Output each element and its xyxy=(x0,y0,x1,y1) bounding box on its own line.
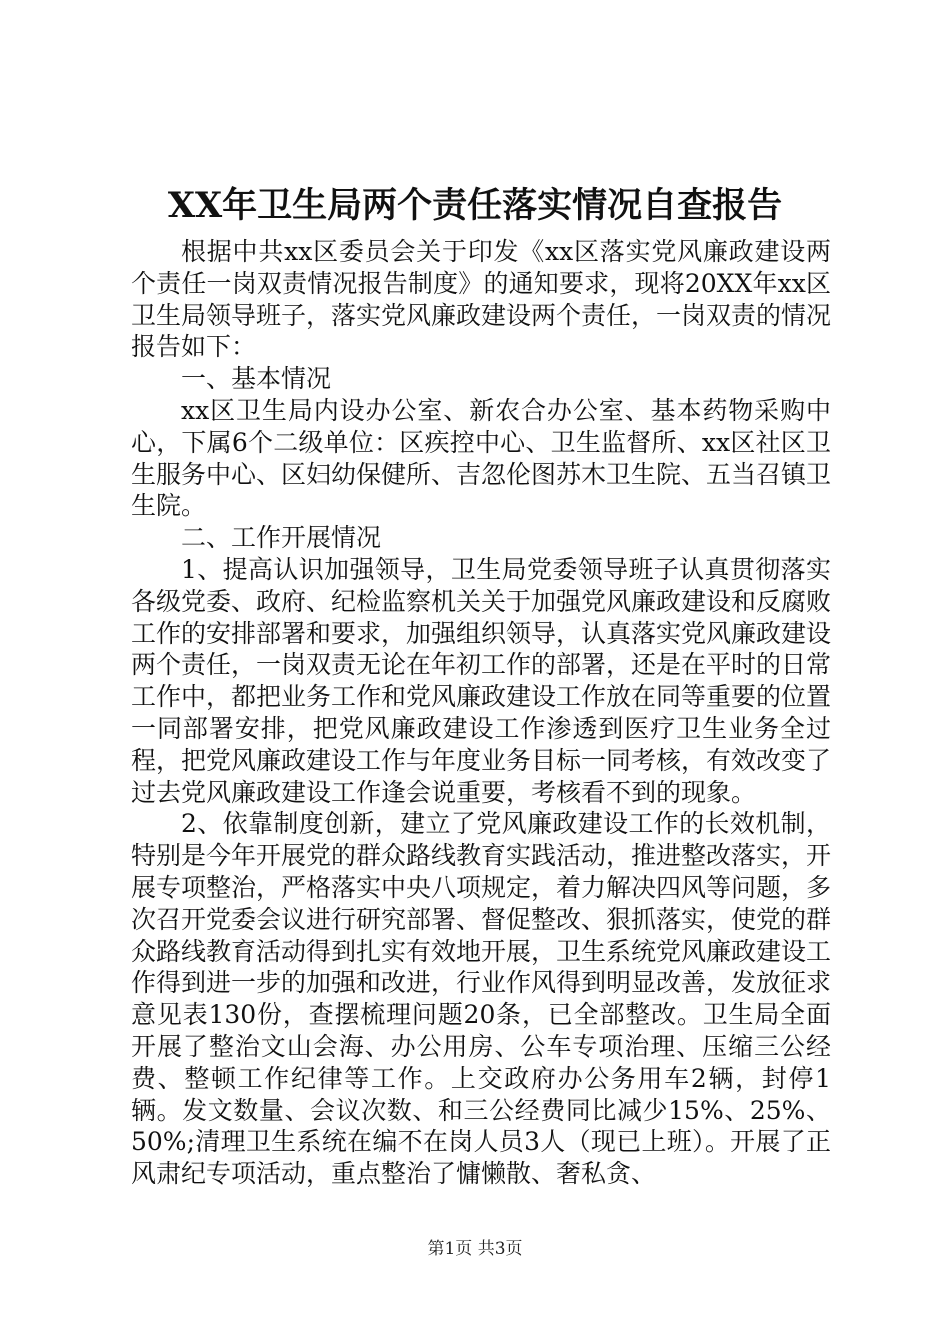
paragraph-basic-situation: xx区卫生局内设办公室、新农合办公室、基本药物采购中心，下属6个二级单位：区疾控中心、卫生监督所、xx区社区卫生服务中心、区妇幼保健所、吉忽伦图苏木卫生院、五当召镇卫生院。 xyxy=(131,395,832,521)
section-heading-work-progress: 二、工作开展情况 xyxy=(181,523,382,553)
section-heading-basic-situation: 一、基本情况 xyxy=(181,364,332,394)
paragraph-intro: 根据中共xx区委员会关于印发《xx区落实党风廉政建设两个责任一岗双责情况报告制度》的通知要求，现将20XX年xx区卫生局领导班子，落实党风廉政建设两个责任，一岗双责的情况报告如下： xyxy=(131,237,832,362)
page-number-footer: 第1页 共3页 xyxy=(427,1239,523,1259)
document-body xyxy=(131,236,831,1190)
paragraph-item-1: 1、提高认识加强领导，卫生局党委领导班子认真贯彻落实各级党委、政府、纪检监察机关关于加强党风廉政建设和反腐败工作的安排部署和要求，加强组织领导，认真落实党风廉政建设两个责任，一岗双责无论在年初工作的部署，还是在平时的日常工作中，都把业务工作和党风廉政建设工作放在同等重要的位置一同部署安排，把党风廉政建设工作渗透到医疗卫生业务全过程，把党风廉政建设工作与年度业务目标一同考核，有效改变了过去党风廉政建设工作逢会说重要，考核看不到的现象。 xyxy=(131,554,832,807)
paragraph-item-2: 2、依靠制度创新，建立了党风廉政建设工作的长效机制，特别是今年开展党的群众路线教育实践活动，推进整改落实，开展专项整治，严格落实中央八项规定，着力解决四风等问题，多次召开党委会议进行研究部署、督促整改、狠抓落实，使党的群众路线教育活动得到扎实有效地开展，卫生系统党风廉政建设工作得到进一步的加强和改进，行业作风得到明显改善，发放征求意见表130份，查摆梳理问题20条，已全部整改。卫生局全面开展了整治文山会海、办公用房、公车专项治理、压缩三公经费、整顿工作纪律等工作。上交政府办公务用车2辆，封停1辆。发文数量、会议次数、和三公经费同比减少15%、25%、50%;清理卫生系统在编不在岗人员3人（现已上班）。开展了正风肃纪专项活动，重点整治了慵懒散、奢私贪、 xyxy=(131,809,832,1189)
document-title: XX年卫生局两个责任落实情况自查报告 xyxy=(167,185,783,226)
